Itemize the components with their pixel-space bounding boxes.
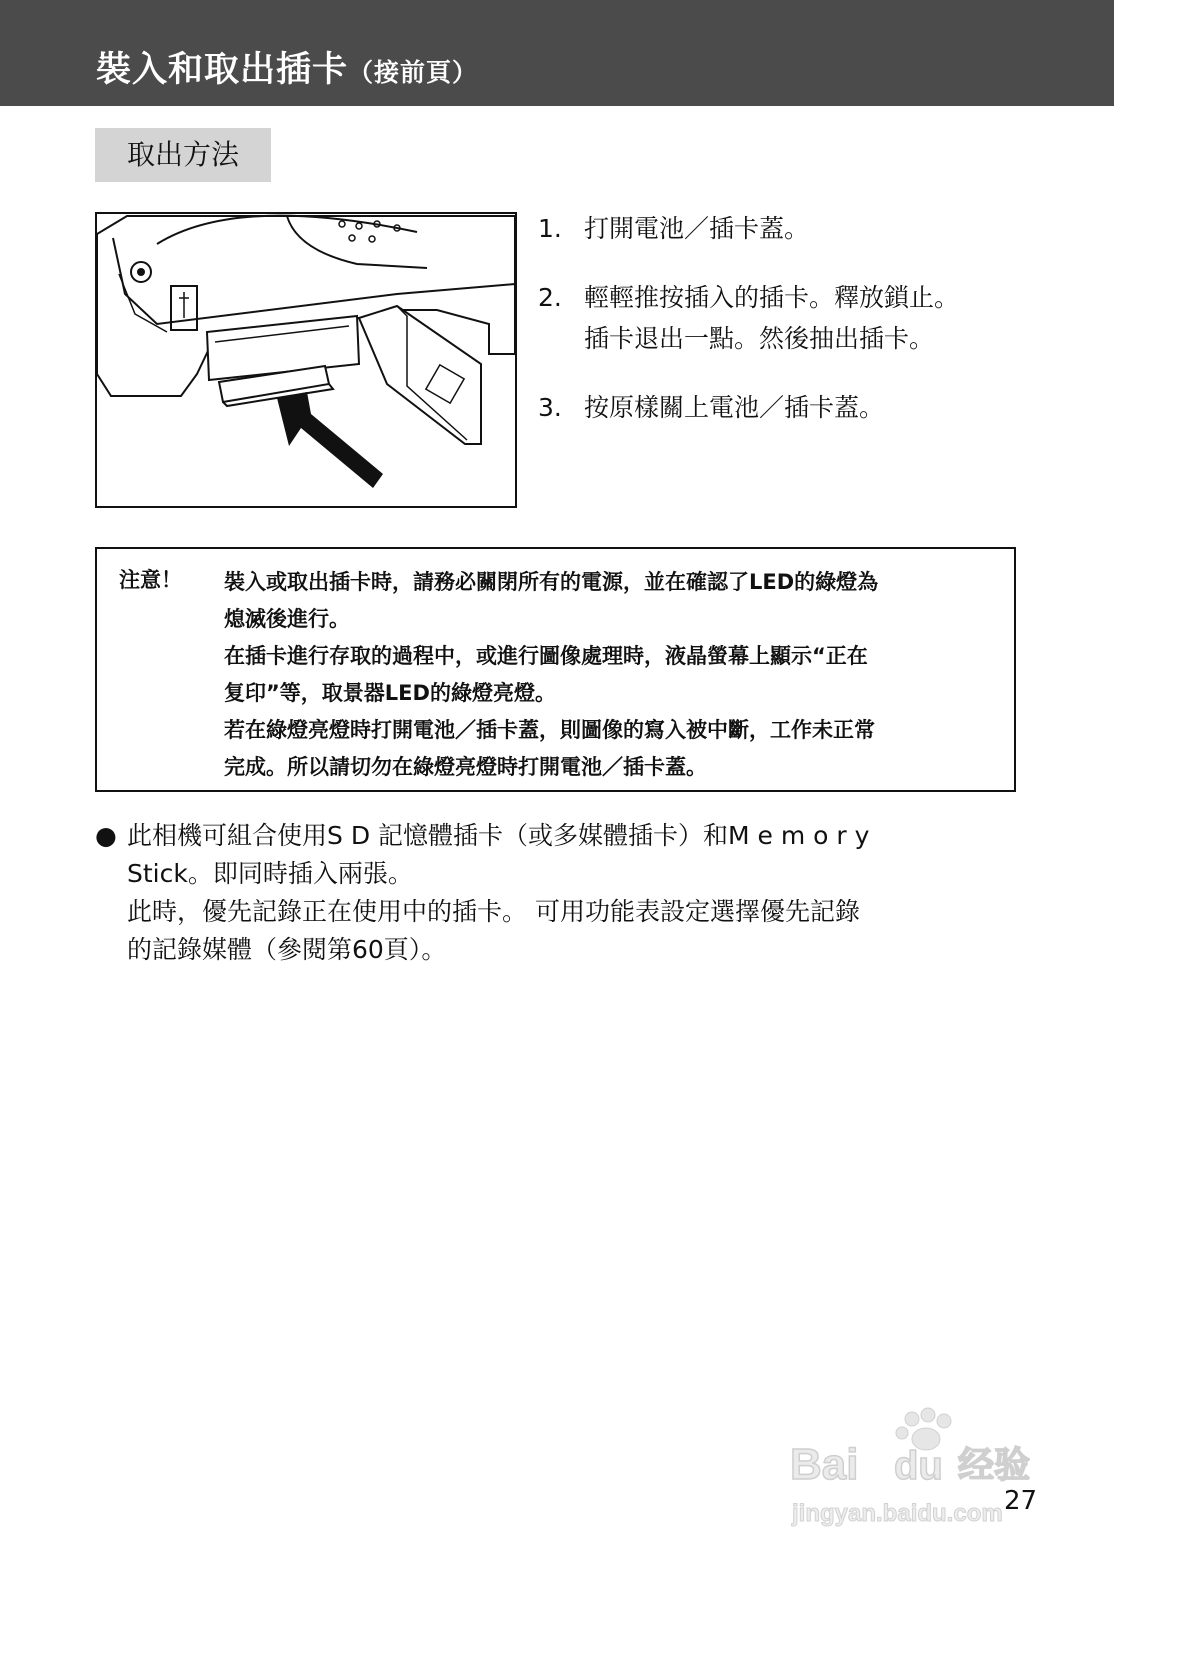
step-item <box>538 277 1038 359</box>
caution-line: 在插卡進行存取的過程中，或進行圖像處理時，液晶螢幕上顯示“正在 <box>224 644 868 668</box>
caution-box <box>95 547 1016 792</box>
bullet-line: 的記錄媒體（參閱第60頁）。 <box>127 935 447 964</box>
step-text: 打開電池／插卡蓋。 <box>584 214 810 243</box>
caution-line: 若在綠燈亮燈時打開電池／插卡蓋，則圖像的寫入被中斷，工作未正常 <box>224 718 875 742</box>
bullet-line: 此時，優先記錄正在使用中的插卡。 可用功能表設定選擇優先記錄 <box>127 897 860 926</box>
watermark-brand-c: 经验 <box>958 1445 1031 1486</box>
step-number: 1. <box>538 214 562 243</box>
page-header <box>0 0 1114 106</box>
camera-illustration <box>95 212 517 508</box>
caution-line: 裝入或取出插卡時，請務必關閉所有的電源，並在確認了LED的綠燈為 <box>224 570 879 594</box>
camera-card-eject-icon <box>97 214 515 506</box>
page-title <box>96 42 478 92</box>
step-text: 插卡退出一點。然後抽出插卡。 <box>584 324 935 353</box>
watermark-brand-b: du <box>894 1444 943 1488</box>
bullet-icon: ● <box>95 821 117 850</box>
caution-line: 熄滅後進行。 <box>224 607 350 631</box>
step-item <box>538 387 1038 428</box>
caution-body <box>224 564 994 786</box>
step-item <box>538 208 1038 249</box>
title-subtitle: （接前頁） <box>348 58 479 87</box>
page-number: 27 <box>1004 1486 1038 1516</box>
bullet-body <box>127 817 1025 969</box>
step-number: 2. <box>538 283 562 312</box>
step-text: 輕輕推按插入的插卡。釋放鎖止。 <box>584 283 960 312</box>
bullet-note <box>95 817 1025 969</box>
caution-line: 复印”等，取景器LED的綠燈亮燈。 <box>224 681 556 705</box>
step-list <box>538 208 1038 456</box>
bullet-line: Stick。即同時插入兩張。 <box>127 859 413 888</box>
caution-label: 注意！ <box>119 568 182 592</box>
section-heading: 取出方法 <box>95 128 271 182</box>
step-number: 3. <box>538 393 562 422</box>
title-text: 裝入和取出插卡 <box>96 50 349 90</box>
caution-line: 完成。所以請切勿在綠燈亮燈時打開電池／插卡蓋。 <box>224 755 707 779</box>
watermark-brand-a: Bai <box>790 1440 859 1489</box>
step-text: 按原樣關上電池／插卡蓋。 <box>584 393 885 422</box>
bullet-line: 此相機可組合使用S D 記憶體插卡（或多媒體插卡）和M e m o r y <box>127 821 870 850</box>
watermark-url: jingyan.baidu.com <box>792 1500 1003 1527</box>
